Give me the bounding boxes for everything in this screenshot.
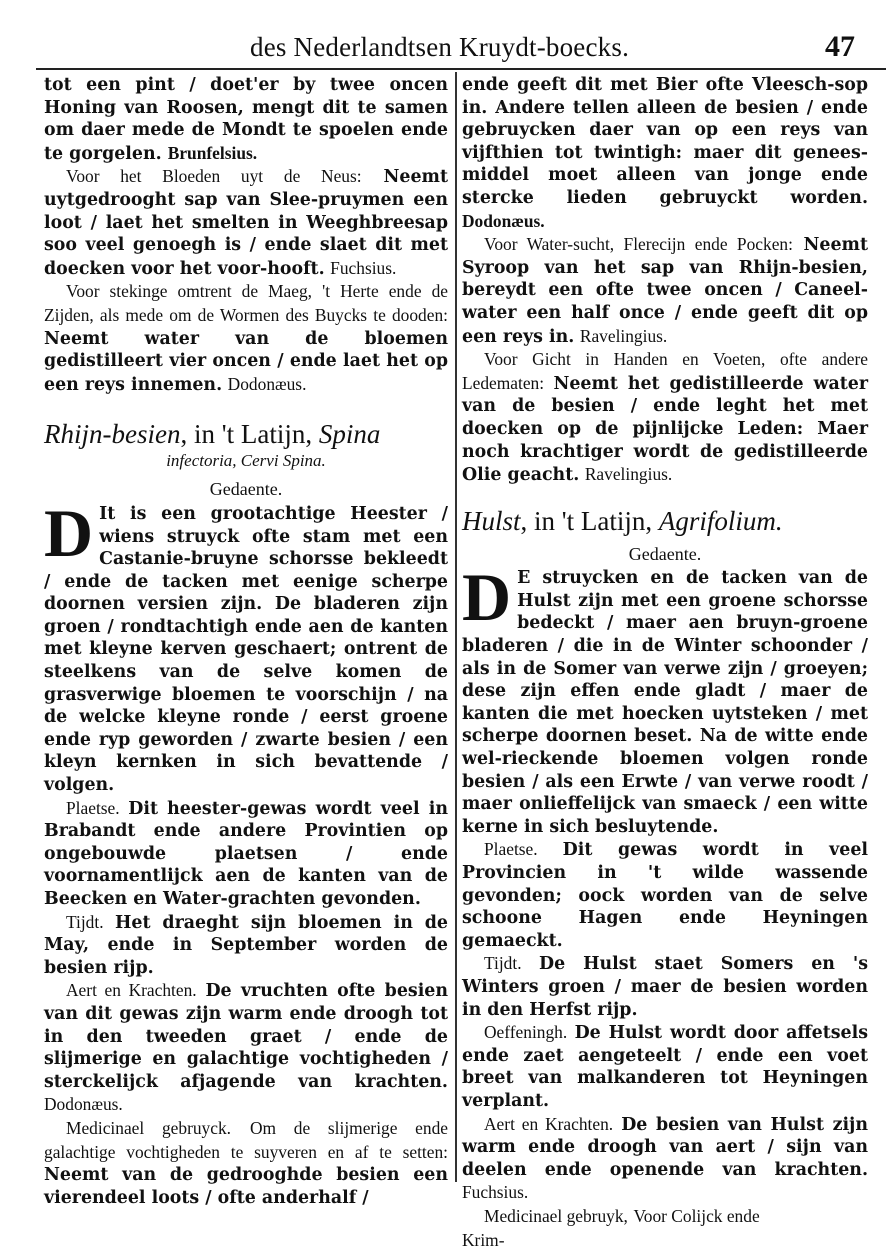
drop-cap: D (462, 569, 511, 625)
remedy-water-sucht: Voor Water-sucht, Flerecijn ende Pocken: Neemt Syroop van het sap van Rhijn-besien, bereydt een ofte twee oncen / Caneel-water een half once / ende geeft dit op een reys in. Ravelingius. (462, 233, 868, 348)
author-citation: Ravelingius. (585, 464, 672, 484)
medicinael-paragraph: Medicinael gebruyk, Voor Colijck ende (462, 1205, 868, 1229)
right-paragraph-continued: ende geeft dit met Bier ofte Vleesch-sop in. Andere tellen alleen de besien / ende gebruycken daer van op een reys van vijfthien tot twintigh: maer dit genees-middel moet alleen van jonge ende stercke lieden gebruyckt worden. Dodonæus. (462, 74, 868, 233)
remedy-nosebleed: Voor het Bloeden uyt de Neus: Neemt uytgedrooght sap van Slee-pruymen een loot / laet het smelten in Weeghbreesap soo veel genoegh is / ende slaet dit met doecken voor het voor-hooft. Fuchsius. (44, 165, 448, 280)
medicinael-paragraph: Medicinael gebruyck. Om de slijmerige ende galachtige vochtigheden te suyveren en af te setten: Neemt van de gedrooghde besien een vierendeel loots / ofte anderhalf / (44, 1117, 448, 1209)
remedy-stomach: Voor stekinge omtrent de Maeg, 't Herte ende de Zijden, als mede om de Wormen des Buycks te dooden: Neemt water van de bloemen gedistilleert vier oncen / ende laet het op een reys innemen. Dodonæus. (44, 280, 448, 396)
author-citation: Dodonæus. (44, 1094, 123, 1114)
subsection-gedaente: Gedaente. (462, 543, 868, 566)
tijdt-paragraph: Tijdt. Het draeght sijn bloemen in de May, ende in September worden de besien rijp. (44, 911, 448, 980)
author-citation: Dodonæus. (462, 211, 545, 231)
header-rule (36, 68, 886, 70)
aert-paragraph: Aert en Krachten. De vruchten ofte besien van dit gewas zijn warm ende droogh tot in den tweeden graet / ende de slijmerige en galachtige vochtigheden / sterckelijck afjagende van krachten. Dodonæus. (44, 979, 448, 1117)
subsection-gedaente: Gedaente. (44, 478, 448, 501)
drop-cap: D (44, 505, 93, 561)
aert-paragraph: Aert en Krachten. De besien van Hulst zijn warm ende droogh van aert / sijn van deelen ende openende van krachten. Fuchsius. (462, 1113, 868, 1205)
oeffeningh-paragraph: Oeffeningh. De Hulst wordt door affetsels ende zaet aengeteelt / ende een voet breet van malkanderen tot Heyningen verplant. (462, 1021, 868, 1112)
tijdt-paragraph: Tijdt. De Hulst staet Somers en 's Winters groen / maer de besien worden in den Herfst rijp. (462, 952, 868, 1021)
author-citation: Fuchsius. (462, 1182, 528, 1202)
author-citation: Brunfelsius. (168, 143, 257, 163)
author-citation: Dodonæus. (228, 374, 307, 394)
running-title: des Nederlandtsen Kruydt-boecks. (250, 32, 629, 63)
page-number: 47 (825, 30, 855, 64)
description-paragraph: D It is een grootachtige Heester / wiens struyck ofte stam met een Castanie-bruyne schorsse bekleedt / ende de tacken met eenige scherpe doornen versien zijn. De bladeren zijn groen / rondtachtigh ende aen de kanten met kleyne kerven geschaert; ontrent de steelkens van de selve komen de grasverwige bloemen te voorschijn / na de welcke kleyne ronde / eerst groene ende ryp geworden / zwarte besien / een kleyn kernken in sich bevattende / volgen. (44, 503, 448, 797)
plaetse-paragraph: Plaetse. Dit gewas wordt in veel Provincien in 't wilde wassende gevonden; oock worden van de selve schoone Hagen ende Heyningen gemaeckt. (462, 838, 868, 952)
author-citation: Ravelingius. (580, 326, 667, 346)
left-paragraph-continued: tot een pint / doet'er by twee oncen Honing van Roosen, mengt dit te samen om daer mede de Mondt te spoelen ende te gorgelen. Brunfelsius. (44, 74, 448, 165)
section-heading-rhijn-besien: Rhijn-besien, in 't Latijn, Spina (44, 418, 448, 450)
page-header (0, 30, 895, 70)
column-divider (455, 72, 457, 1182)
section-heading-hulst: Hulst, in 't Latijn, Agrifolium. (462, 505, 868, 537)
plaetse-paragraph: Plaetse. Dit heester-gewas wordt veel in Brabandt ende andere Provintien op ongebouwde plaetsen / ende voornamentlijck aen de kanten van de Beecken en Water-grachten gevonden. (44, 797, 448, 911)
right-column (462, 74, 868, 1252)
description-paragraph: D E struycken en de tacken van de Hulst zijn met een groene schorsse bedeckt / maer aen bruyn-groene bladeren / die in de Winter schoonder / als in de Somer van verwe zijn / groeyen; dese zijn effen ende gladt / maer de kanten die met hoecken uytsteken / met scherpe doornen beset. Na de witte ende wel-rieckende bloemen volgen ronde besien / als een Erwte / van verwe roodt / maer onlieffelijck van smaeck / een witte kerne in sich besluytende. (462, 567, 868, 838)
left-column (44, 74, 448, 1209)
latin-subheading: infectoria, Cervi Spina. (44, 450, 448, 472)
remedy-gicht: Voor Gicht in Handen en Voeten, ofte andere Ledematen: Neemt het gedistilleerde water van de besien / ende leght het met doecken op de pijnlijcke Leden: Maer noch krachtiger wordt de gedistilleerde Olie geacht. Ravelingius. (462, 348, 868, 487)
catchword: Krim- (462, 1229, 868, 1252)
remedy-label: Voor het Bloeden uyt de Neus: (66, 166, 362, 186)
remedy-label: Voor stekinge omtrent de Maeg, 't Herte ende de Zijden, als mede om de Wormen des Buycks te dooden: (44, 281, 448, 325)
author-citation: Fuchsius. (330, 258, 396, 278)
